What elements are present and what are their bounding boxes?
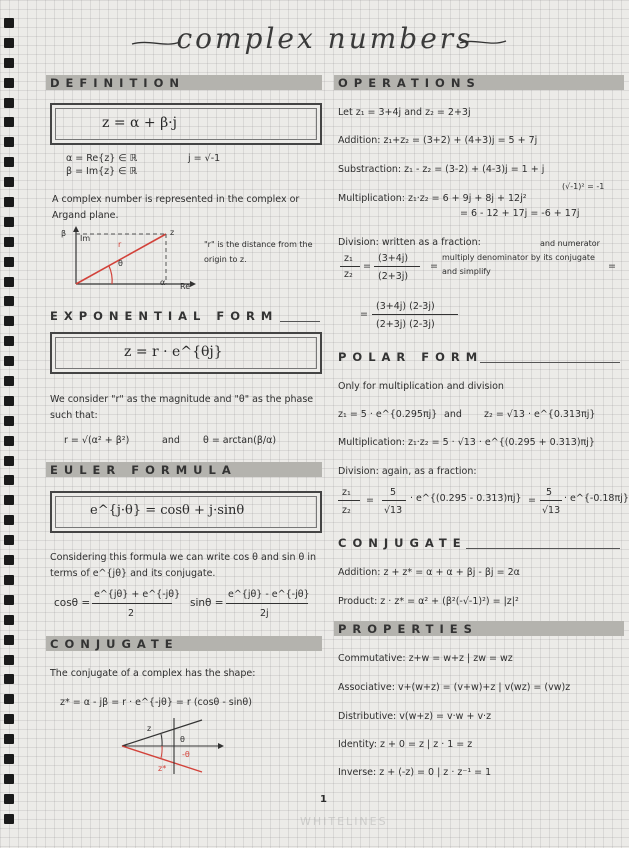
definition-text: A complex number is represented in the complex or Argand plane. xyxy=(52,194,300,221)
division-note-b: multiply denominator by its conjugate and simplify xyxy=(442,253,595,276)
exponential-text: We consider "r" as the magnitude and "θ" as the phase such that: xyxy=(50,394,314,421)
conjugate-addition: Addition: z + z* = α + α + βj - βj = 2α xyxy=(338,567,520,578)
operations-mult-result: = 6 - 12 + 17j = -6 + 17j xyxy=(460,208,580,219)
alpha-definition: α = Re{z} ∈ ℝ xyxy=(66,153,138,164)
exponential-box xyxy=(50,332,322,374)
polar-div-res-num: 5 xyxy=(546,487,553,498)
conj-diagram-z-label: z xyxy=(147,724,152,733)
division-frac-den: z₂ xyxy=(344,269,353,280)
j-definition: j = √-1 xyxy=(188,153,221,164)
diagram-z-label: z xyxy=(170,228,175,237)
definition-equation: z = α + β·j xyxy=(102,115,177,131)
polar-div-res-den: √13 xyxy=(542,505,561,516)
euler-equation: e^{j·θ} = cosθ + j·sinθ xyxy=(90,503,245,518)
property-distributive: Distributive: v(w+z) = v·w + v·z xyxy=(338,711,492,722)
operations-multiplication: Multiplication: z₁·z₂ = 6 + 9j + 8j + 12j² xyxy=(338,193,527,204)
magnitude-equation: r = √(α² + β²) xyxy=(64,435,130,446)
operations-division-note-a: and numerator xyxy=(540,239,600,248)
polar-multiplication: Multiplication: z₁·z₂ = 5 · √13 · e^{(0.295 + 0.313)πj} xyxy=(338,437,595,448)
polar-z1: z₁ = 5 · e^{0.295πj} xyxy=(338,409,438,420)
diagram-beta-label: β xyxy=(61,229,67,238)
page-number: 1 xyxy=(320,794,327,805)
division-frac-num: z₁ xyxy=(344,253,353,264)
operations-division: Division: written as a fraction: xyxy=(338,237,481,248)
definition-box xyxy=(50,103,322,145)
euler-box xyxy=(50,491,322,533)
polar-div-frac-num: z₁ xyxy=(342,487,351,498)
conjugate-right-header: CONJUGATE xyxy=(338,536,467,550)
polar-division: Division: again, as a fraction: xyxy=(338,466,477,477)
conj-diagram-zstar-label: z* xyxy=(158,764,167,773)
property-associative: Associative: v+(w+z) = (v+w)+z | v(wz) = (vw)z xyxy=(338,682,571,693)
division-res-den: (2+3j) (2-3j) xyxy=(376,319,435,330)
euler-text: Considering this formula we can write cos θ and sin θ in terms of e^{jθ} and its conjugate. xyxy=(50,552,317,579)
conj-diagram-theta-label: θ xyxy=(180,735,185,744)
division-res-num: (3+4j) (2-3j) xyxy=(376,301,435,312)
notebook-page: WHITELINES complex numbers DEFINITION z = α + β·j α = Re{z} ∈ ℝ β = Im{z} ∈ ℝ j = √-1 A complex number is represented in the complex or Argand plane. β Im z r θ α Re "r" is the distance from the origin to z. EXPONENTIAL FORM z = r · e^{θj} We consider "r" as the magnitude and "θ" as the phase such that: r = √(α² + β²) and θ = arctan(β/α) EULER FORMULA e^{j·θ} = cosθ + j·sinθ Considering this formula we can write cos θ and sin θ in terms of e^{jθ} and its conjugate. cosθ = e^{jθ} + e^{-jθ} 2 sinθ = e^{jθ} - e^{-jθ} 2j CONJUGATE The conjugate of a complex has the shape: z* = α - jβ = r · e^{-jθ} = r (cosθ - sinθ) z z* θ -θ OPERATIONS Let z₁ = 3+4j and z₂ = 2+3j Addition: z₁+z₂ = (3+2) + (4+3)j = 5 + 7j Substraction: z₁ - z₂ = (3-2) + (4-3)j = 1 + j (√-1)² = -1 Multiplication: z₁·z₂ = 6 + 9j + 8j + 12j² = 6 - 12 + 17j = -6 + 17j Division: written as a fraction: and numerator z₁ z₂ = (3+4j) (2+3j) = multiply denominator by its conjugate and simplify = = (3+4j) (2-3j) (2+3j) (2-3j) POLAR FORM Only for multiplication and division z₁ = 5 · e^{0.295πj} and z₂ = √13 · e^{0.313πj} Multiplication: z₁·z₂ = 5 · √13 · e^{(0.295 + 0.313)πj} Division: again, as a fraction: z₁ z₂ = 5 √13 · e^{(0.295 - 0.313)πj} = 5 √13 · e^{-0.18πj} CONJUGATE Addition: z + z* = α + α + βj - βj = 2α Product: z · z* = α² + (β²(-√-1)²) = |z|² PROPERTIES Commutative: z+w = w+z | zw = wz Associative: v+(w+z) = (v+w)+z | v(wz) = (vw)z Distributive: v(w+z) = v·w + v·z Identity: z + 0 = z | z · 1 = z Inverse: z + (-z) = 0 | z · z⁻¹ = 1 1 xyxy=(0,0,629,848)
operations-subtraction: Substraction: z₁ - z₂ = (3-2) + (4-3)j = 1 + j xyxy=(338,164,545,175)
polar-div-mid-num: 5 xyxy=(390,487,397,498)
polar-text: Only for multiplication and division xyxy=(338,381,504,392)
operations-header: OPERATIONS xyxy=(338,76,481,90)
cos-lhs: cosθ = xyxy=(54,597,91,609)
operations-mult-note: (√-1)² = -1 xyxy=(562,182,605,191)
polar-div-exp: · e^{(0.295 - 0.313)πj} xyxy=(410,493,522,504)
euler-header: EULER FORMULA xyxy=(50,463,237,477)
conjugate-product: Product: z · z* = α² + (β²(-√-1)²) = |z|² xyxy=(338,596,519,607)
conjugate-left-header: CONJUGATE xyxy=(50,637,179,651)
property-commutative: Commutative: z+w = w+z | zw = wz xyxy=(338,653,513,664)
phase-equation: θ = arctan(β/α) xyxy=(203,435,277,446)
title-swash-icon xyxy=(130,36,510,50)
beta-definition: β = Im{z} ∈ ℝ xyxy=(66,166,138,177)
diagram-alpha-label: α xyxy=(160,278,166,287)
sin-lhs: sinθ = xyxy=(190,597,224,609)
definition-header: DEFINITION xyxy=(50,76,185,90)
conj-diagram-neg-theta-label: -θ xyxy=(182,750,190,759)
polar-header: POLAR FORM xyxy=(338,350,484,364)
division-eq-num: (3+4j) xyxy=(378,253,409,264)
operations-addition: Addition: z₁+z₂ = (3+2) + (4+3)j = 5 + 7j xyxy=(338,135,538,146)
page-title: complex numbers xyxy=(176,22,474,55)
exponential-and: and xyxy=(162,435,180,446)
cos-denominator: 2 xyxy=(128,608,135,619)
watermark: WHITELINES xyxy=(300,815,388,828)
sin-denominator: 2j xyxy=(260,608,269,619)
polar-div-mid-den: √13 xyxy=(384,505,403,516)
exponential-header: EXPONENTIAL FORM xyxy=(50,309,279,323)
property-inverse: Inverse: z + (-z) = 0 | z · z⁻¹ = 1 xyxy=(338,767,492,778)
polar-z2: z₂ = √13 · e^{0.313πj} xyxy=(484,409,596,420)
properties-header: PROPERTIES xyxy=(338,622,478,636)
diagram-theta-label: θ xyxy=(118,259,123,268)
r-distance-note: "r" is the distance from the origin to z. xyxy=(204,240,313,264)
operations-let: Let z₁ = 3+4j and z₂ = 2+3j xyxy=(338,107,471,118)
polar-div-res-exp: · e^{-0.18πj} xyxy=(564,493,629,504)
sin-numerator: e^{jθ} - e^{-jθ} xyxy=(228,589,310,600)
conjugate-left-equation: z* = α - jβ = r · e^{-jθ} = r (cosθ - sinθ) xyxy=(60,697,252,708)
polar-and: and xyxy=(444,409,462,420)
division-eq-den: (2+3j) xyxy=(378,271,409,282)
cos-numerator: e^{jθ} + e^{-jθ} xyxy=(94,589,181,600)
diagram-r-label: r xyxy=(118,240,122,249)
diagram-im-label: Im xyxy=(80,234,91,243)
binding-holes xyxy=(4,18,16,834)
exponential-equation: z = r · e^{θj} xyxy=(124,344,223,360)
polar-div-frac-den: z₂ xyxy=(342,505,351,516)
property-identity: Identity: z + 0 = z | z · 1 = z xyxy=(338,739,473,750)
conjugate-left-text: The conjugate of a complex has the shape: xyxy=(50,668,256,679)
diagram-re-label: Re xyxy=(180,282,191,291)
